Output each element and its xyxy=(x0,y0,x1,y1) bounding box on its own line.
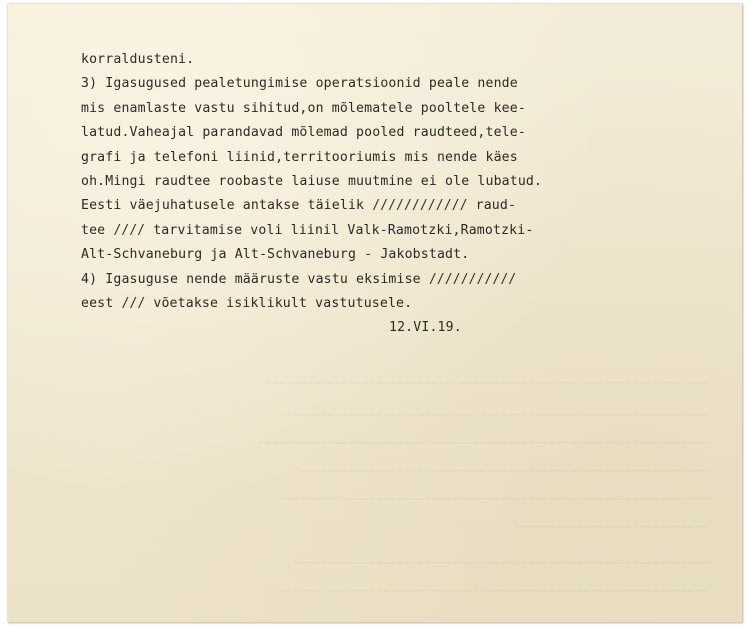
text-segment: latud.Vaheajal parandavad mõlemad pooled raudteed,tele- xyxy=(81,125,526,141)
text-segment: raud- xyxy=(467,198,517,214)
text-line xyxy=(81,48,641,72)
text-segment: grafi ja telefoni liinid,territooriumis mis nende käes xyxy=(81,149,518,165)
text-line xyxy=(81,219,641,243)
date-line-wrap xyxy=(81,316,641,340)
bleed-through-line: ~~~~~~~~~~~~~~~~~~~~~~~~~~~~~~~~~~~~~~~~~~~~~~~~~~~~~~~~~~~~~~~~ xyxy=(264,376,708,389)
text-segment: Eesti väejuhatusele antakse täielik xyxy=(81,198,373,214)
text-segment: Alt-Schvaneburg ja Alt-Schvaneburg - Jakobstadt. xyxy=(81,247,470,263)
typewritten-text xyxy=(81,48,641,316)
text-line xyxy=(81,292,641,316)
bleed-through-line: ~~~~~~~~~~~~~~~~~~~~~~~~~~~~~~~~~~~~~~~~~~~~~~~~~~~~~~~~~~~~ xyxy=(292,556,708,569)
text-line xyxy=(81,170,641,194)
text-segment: tarvitamise voli liinil Valk-Ramotzki,Ramotzki- xyxy=(145,222,534,238)
text-line xyxy=(81,146,641,170)
struck-out-text: /////////// xyxy=(428,271,517,287)
document-page xyxy=(8,4,743,623)
text-line xyxy=(81,97,641,121)
text-line xyxy=(81,194,641,218)
struck-out-text: //////////// xyxy=(372,198,468,214)
text-segment: oh.Mingi raudtee roobaste laiuse muutmine ei ole lubatud. xyxy=(81,173,543,189)
bleed-through-line: ~~~~~~~~~~~~~~~~~~~~~~~~~~~~~~~~~~~~~~~~~~~~~~~~~~~~~~~~~~~~~~ xyxy=(278,584,708,597)
document-date: 12.VI.19. xyxy=(389,320,462,335)
text-line xyxy=(81,72,641,96)
text-segment: 4) Igasuguse nende määruste vastu eksimise xyxy=(81,271,429,287)
text-line xyxy=(81,243,641,267)
bleed-through-line: ~~~~~~~~~~~~~~~~~~~~~~~~~~~~~~~~~~~~~~~~~~~~~~~~~~~~~~~~~~~~~~~~~ xyxy=(258,436,708,449)
bleed-through-line: ~~~~~~~~~~~~~~~~~~~~~~~~~~~~ xyxy=(514,520,708,533)
text-segment: eest xyxy=(81,295,122,311)
text-segment: mis enamlaste vastu sihitud,on mõlematele pooltele kee- xyxy=(81,100,526,116)
text-line xyxy=(81,121,641,145)
bleed-through-line: ~~~~~~~~~~~~~~~~~~~~~~~~~~~~~~~~~~~~~~~~~~~~~~~~~~~~~~~~~~~ xyxy=(299,464,708,477)
bleed-through-line: ~~~~~~~~~~~~~~~~~~~~~~~~~~~~~~~~~~~~~~~~~~~~~~~~~~~~~~~~~~~~~ xyxy=(285,408,708,421)
text-segment: 3) Igasugused pealetungimise operatsioonid peale nende xyxy=(81,76,518,92)
struck-out-text: /// xyxy=(121,295,146,311)
text-segment: korraldusteni. xyxy=(81,52,195,67)
text-line xyxy=(81,268,641,292)
bleed-through-line: ~~~~~~~~~~~~~~~~~~~~~~~~~~~~~~~~~~~~~~~~~~~~~~~~~~~~~~~~~~~~~~ xyxy=(278,492,708,505)
struck-out-text: //// xyxy=(113,222,146,238)
text-segment: võetakse isiklikult vastutusele. xyxy=(145,295,413,311)
text-segment: tee xyxy=(81,222,114,238)
